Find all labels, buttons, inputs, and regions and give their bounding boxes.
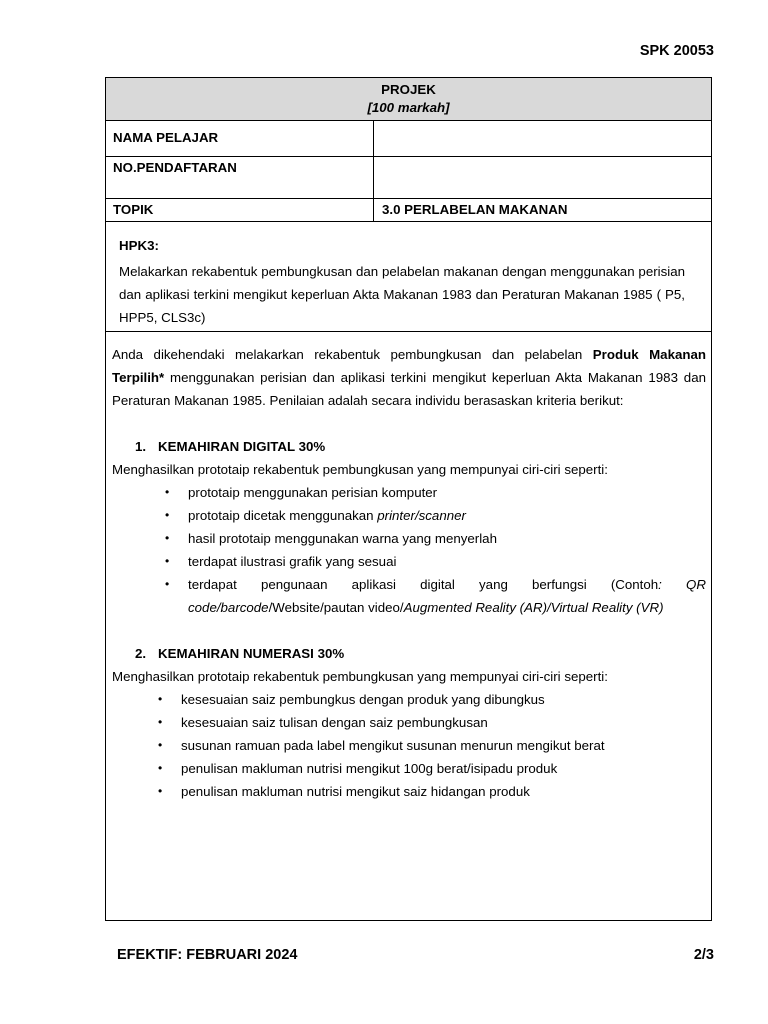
footer-effective-date: EFEKTIF: FEBRUARI 2024	[117, 947, 298, 963]
bullet-icon: •	[165, 531, 170, 545]
list-item	[112, 757, 706, 780]
section-2-heading: KEMAHIRAN NUMERASI 30%	[158, 646, 345, 661]
bullet-icon: •	[158, 692, 163, 706]
section-1-number: 1.	[135, 439, 147, 454]
project-form	[105, 77, 712, 921]
list-item	[112, 734, 706, 757]
row-nama-pelajar	[106, 121, 711, 157]
cell-divider	[373, 157, 374, 198]
bullet-icon: •	[158, 784, 163, 798]
list-item	[112, 711, 706, 734]
section-2-number: 2.	[135, 646, 147, 661]
word-group	[611, 573, 662, 596]
list-item-emphasis: printer/scanner	[377, 508, 466, 523]
bullet-icon: •	[158, 738, 163, 752]
list-item	[112, 573, 706, 619]
list-item-text: hasil prototaip menggunakan warna yang menyerlah	[188, 531, 497, 546]
list-item-text: kesesuaian saiz pembungkus dengan produk yang dibungkus	[181, 692, 545, 707]
bullet-icon: •	[158, 761, 163, 775]
section-1-heading: KEMAHIRAN DIGITAL 30%	[158, 439, 326, 454]
document-code: SPK 20053	[639, 43, 714, 59]
section-2-bullets	[112, 688, 706, 803]
bullet-icon: •	[165, 508, 170, 522]
nama-pelajar-label: NAMA PELAJAR	[113, 130, 219, 145]
section-2-title	[112, 642, 706, 665]
row-hpk	[106, 222, 711, 332]
list-item-text: /Website/pautan video/	[268, 600, 404, 615]
word: pengunaan	[260, 577, 328, 592]
intro-text-2: menggunakan perisian dan aplikasi terkini mengikut keperluan Akta Makanan 1983 dan Peraturan Makanan 1985. Penilaian adalah secara individu berasaskan kriteria berikut:	[112, 370, 706, 408]
section-1-title	[112, 435, 706, 458]
topik-value: 3.0 PERLABELAN MAKANAN	[382, 202, 568, 217]
list-item	[112, 527, 706, 550]
list-item	[112, 504, 706, 527]
list-item-text: kesesuaian saiz tulisan dengan saiz pembungkusan	[181, 715, 488, 730]
hpk-title: HPK3:	[119, 238, 159, 253]
list-item	[112, 688, 706, 711]
word: digital	[420, 577, 455, 592]
bullet-icon: •	[158, 715, 163, 729]
list-item-emphasis: Augmented Reality (AR)/Virtual Reality (VR)	[403, 600, 664, 615]
form-marks: [100 markah]	[367, 100, 450, 115]
bullet-icon: •	[165, 485, 170, 499]
footer-page-number: 2/3	[693, 947, 714, 963]
list-item-emphasis: code/barcode	[188, 600, 269, 615]
section-1-bullets	[112, 481, 706, 619]
list-item-text: susunan ramuan pada label mengikut susunan menurun mengikut berat	[181, 738, 605, 753]
form-header	[106, 78, 711, 121]
list-item-text: prototaip dicetak menggunakan	[188, 508, 378, 523]
word: berfungsi	[532, 577, 587, 592]
list-item-text: penulisan makluman nutrisi mengikut saiz hidangan produk	[181, 784, 530, 799]
topik-label: TOPIK	[113, 202, 154, 217]
section-1-lead: Menghasilkan prototaip rekabentuk pembungkusan yang mempunyai ciri-ciri seperti:	[112, 462, 608, 477]
row-no-pendaftaran	[106, 157, 711, 199]
list-item-text: penulisan makluman nutrisi mengikut 100g berat/isipadu produk	[181, 761, 558, 776]
intro-product-term: Produk Makanan Terpilih*	[112, 347, 706, 385]
word: aplikasi	[351, 577, 396, 592]
intro-text-1: Anda dikehendaki melakarkan rekabentuk pembungkusan dan pelabelan	[112, 347, 593, 362]
word-colon: :	[658, 577, 662, 592]
no-pendaftaran-label: NO.PENDAFTARAN	[113, 160, 237, 175]
intro-paragraph	[112, 343, 706, 412]
section-2-lead: Menghasilkan prototaip rekabentuk pembungkusan yang mempunyai ciri-ciri seperti:	[112, 669, 608, 684]
word-qr: QR	[686, 577, 706, 592]
word: (Contoh	[610, 577, 659, 592]
list-item-line-1	[188, 573, 706, 596]
cell-divider	[373, 121, 374, 156]
form-title: PROJEK	[381, 82, 436, 97]
assignment-body	[112, 343, 706, 803]
word: terdapat	[188, 577, 237, 592]
list-item-line-2	[188, 596, 706, 619]
list-item	[112, 550, 706, 573]
list-item-text: terdapat ilustrasi grafik yang sesuai	[188, 554, 397, 569]
list-item	[112, 780, 706, 803]
row-topik	[106, 199, 711, 222]
cell-divider	[373, 199, 374, 221]
bullet-icon: •	[165, 554, 170, 568]
list-item	[112, 481, 706, 504]
bullet-icon: •	[165, 577, 170, 591]
word: yang	[479, 577, 508, 592]
hpk-description: Melakarkan rekabentuk pembungkusan dan pelabelan makanan dengan menggunakan perisian dan aplikasi terkini mengikut keperluan Akta Makanan 1983 dan Peraturan Makanan 1985 ( P5, HPP5, CLS3c)	[119, 264, 685, 325]
list-item-text: prototaip menggunakan perisian komputer	[188, 485, 438, 500]
